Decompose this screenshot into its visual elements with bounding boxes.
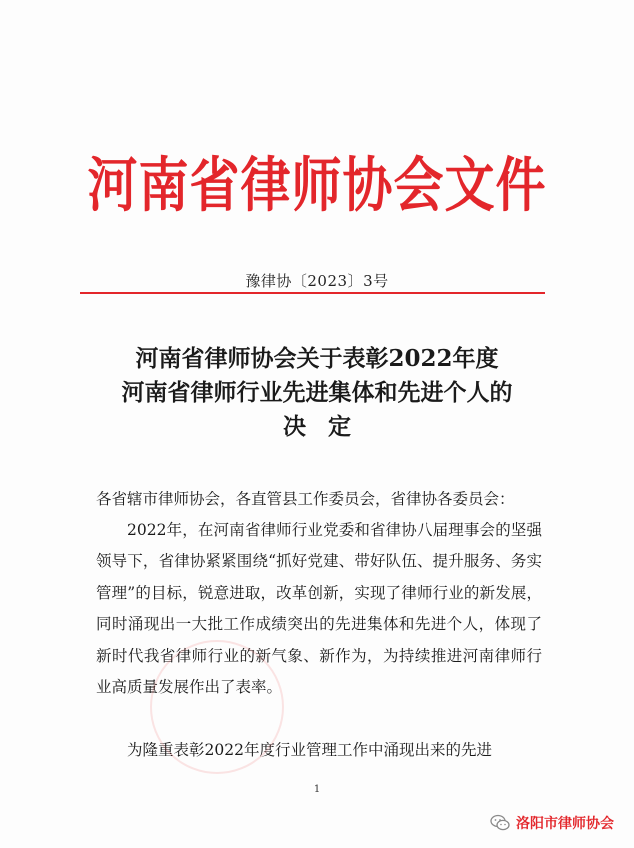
account-watermark (490, 811, 614, 835)
watermark-text: 洛阳市律师协会 (516, 816, 614, 832)
body-paragraph-2: 为隆重表彰2022年度行业管理工作中涌现出来的先进 (127, 741, 492, 759)
body-paragraph-1: 2022年，在河南省律师行业党委和省律协八届理事会的坚强领导下，省律协紧紧围绕“抓好党建、带好队伍、提升服务、务实管理”的目标，锐意进取，改革创新，实现了律师行业的新发展，同时涌现出一大批工作成绩突出的先进集体和先进个人，体现了新时代我省律师行业的新气象、新作为，为持续推进河南律师行业高质量发展作出了表率。 (96, 521, 542, 697)
title-line-2: 河南省律师行业先进集体和先进个人的 (121, 379, 513, 406)
org-header-title: 河南省律师协会文件 (87, 149, 547, 220)
decision-title (0, 342, 634, 444)
title-line-3: 决定 (283, 413, 373, 440)
red-divider-line (80, 292, 545, 294)
salutation: 各省辖市律师协会，各直管县工作委员会，省律协各委员会： (96, 490, 515, 508)
title-line-1: 河南省律师协会关于表彰2022年度 (135, 345, 499, 372)
document-number: 豫律协〔2023〕3号 (245, 272, 389, 290)
page-number: 1 (313, 784, 321, 795)
wechat-icon (490, 814, 510, 832)
